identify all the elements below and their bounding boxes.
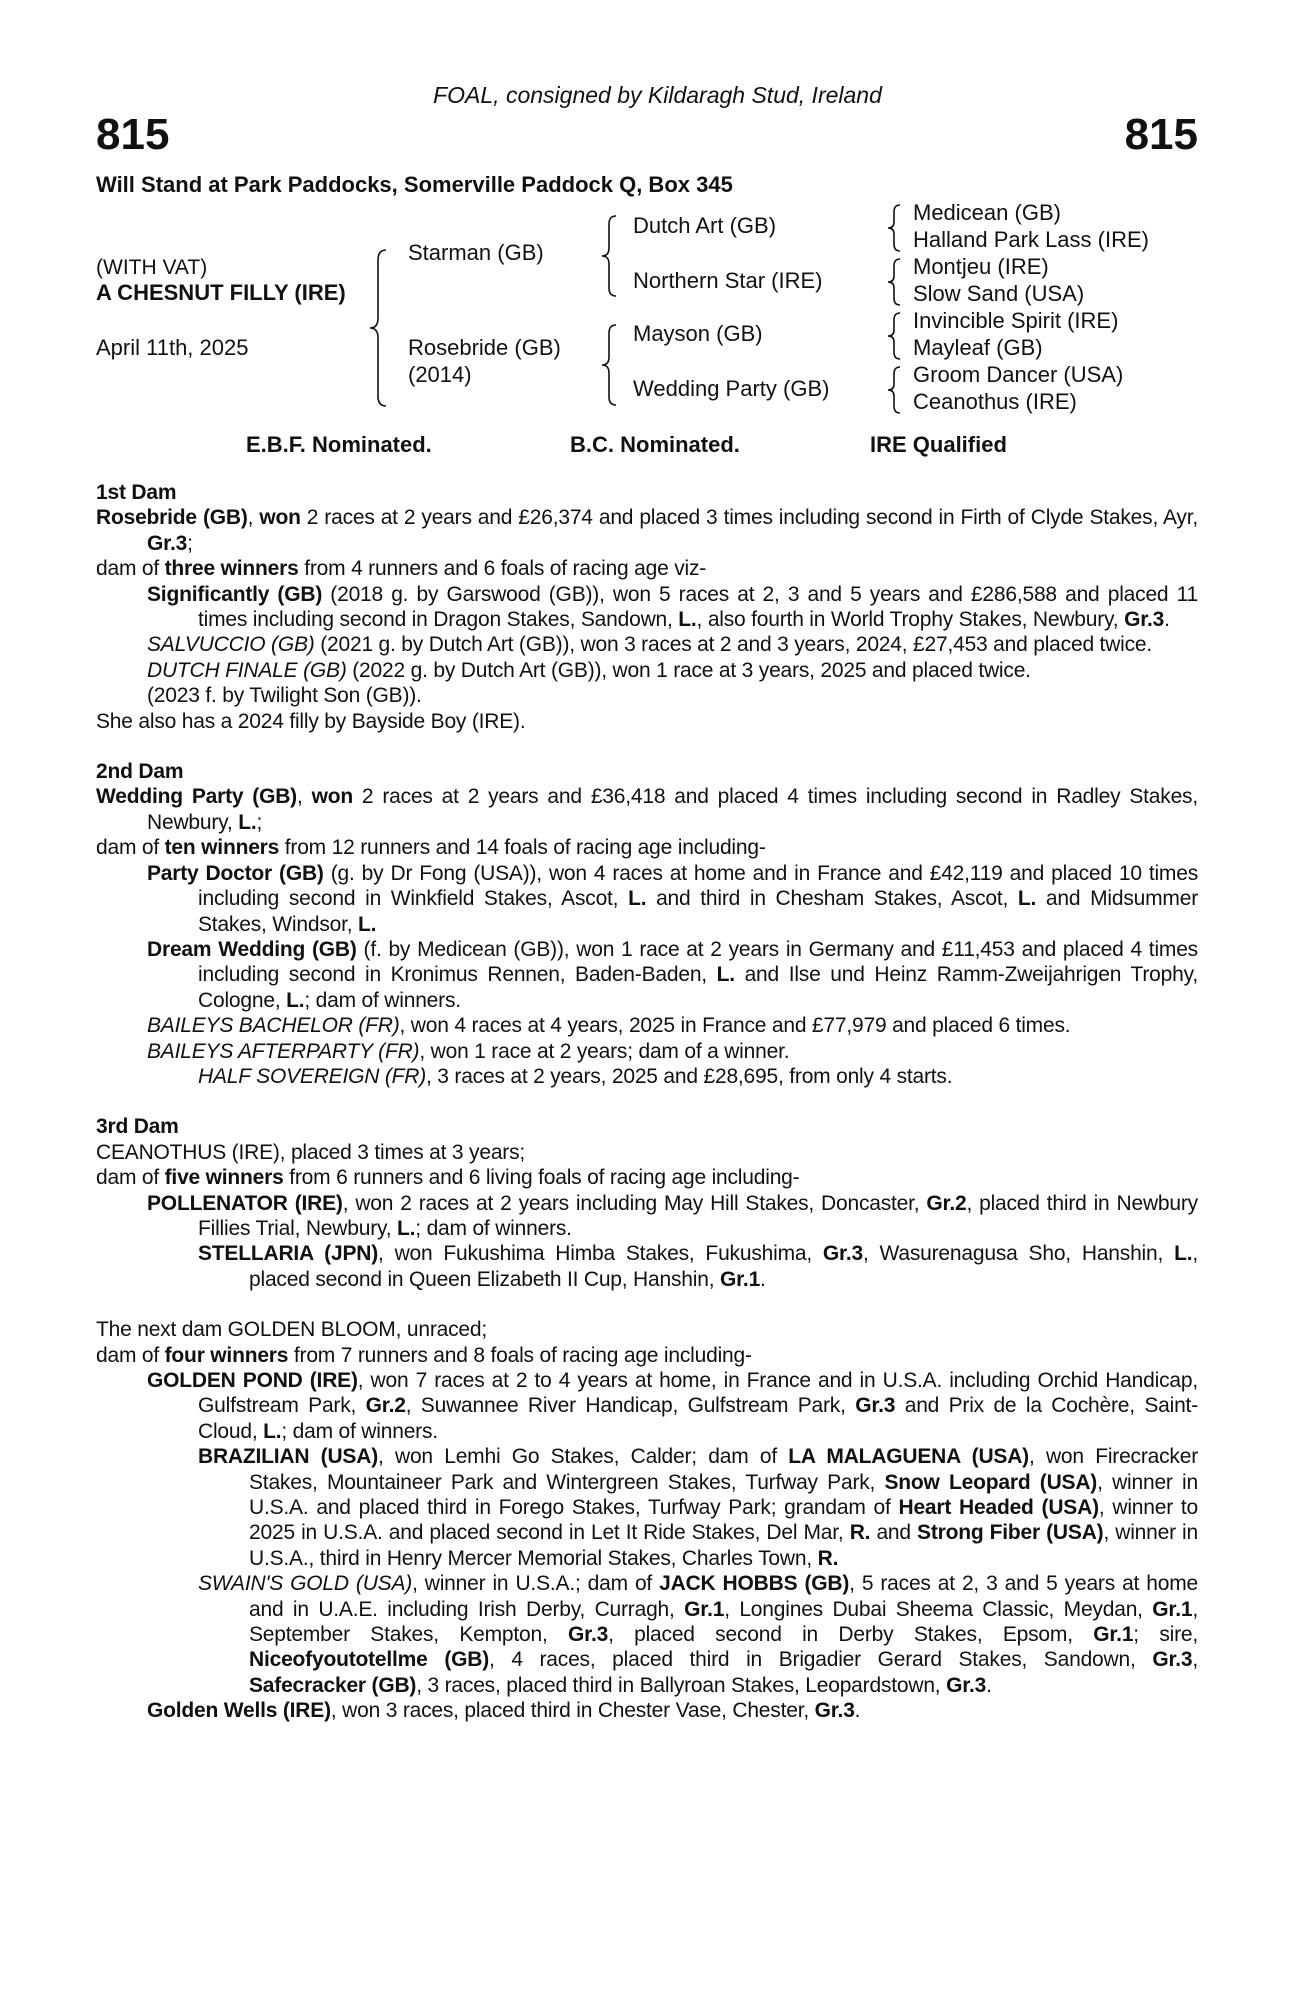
bold-text: Niceofyoutotellme (GB) — [249, 1648, 490, 1672]
brace-sire — [602, 216, 616, 296]
bold-text: Gr.3 — [568, 1623, 609, 1647]
bold-text: won — [259, 506, 301, 530]
text: (f. by Medicean (GB)), won 1 race at 2 years in Germany and £11,453 and placed 4 times including second in Kronimus Rennen, Baden-Baden, — [198, 937, 1198, 987]
foaling-date: April 11th, 2025 — [96, 335, 249, 360]
italic-text: BAILEYS AFTERPARTY (FR) — [147, 1039, 420, 1063]
bold-text: JACK HOBBS (GB) — [659, 1572, 850, 1596]
bold-text: Party Doctor (GB) — [147, 861, 324, 885]
text: , winner in U.S.A.; dam of — [412, 1572, 660, 1596]
stabling-location: Will Stand at Park Paddocks, Somerville Paddock Q, Box 345 — [96, 172, 733, 197]
bold-text: LA MALAGUENA (USA) — [788, 1445, 1029, 1469]
text: , winner in U.S.A. and placed third in Forego Stakes, Turfway Park; grandam of — [249, 1470, 1198, 1520]
vat-note: (WITH VAT) — [96, 256, 208, 279]
progeny-entry — [96, 1039, 1198, 1064]
bold-text: R. — [849, 1521, 871, 1545]
text: , won Fukushima Himba Stakes, Fukushima, — [378, 1242, 823, 1266]
text: dam of — [96, 1166, 165, 1190]
bold-text: Gr.2 — [926, 1191, 967, 1215]
text: ; dam of winners. — [304, 988, 461, 1012]
dam-paragraph — [96, 1140, 1198, 1165]
ancestor-6: Mayleaf (GB) — [913, 335, 1043, 360]
text: (2023 f. by Twilight Son (GB)). — [147, 684, 422, 708]
sire-dam: Northern Star (IRE) — [633, 268, 823, 293]
section-next-dam — [96, 1317, 1198, 1724]
text: dam of — [96, 557, 165, 581]
text: from 6 runners and 6 living foals of racing age including- — [283, 1166, 800, 1190]
progeny-entry — [96, 861, 1198, 937]
text: , placed second in Derby Stakes, Epsom, — [608, 1623, 1094, 1647]
brace-g2 — [888, 259, 900, 305]
bold-text: Dream Wedding (GB) — [147, 937, 357, 961]
section-heading: 2nd Dam — [96, 760, 184, 784]
text: , Wasurenagusa Sho, Hanshin, — [862, 1242, 1175, 1266]
text: (g. by Dr Fong (USA)), won 4 races at home and in France and £42,119 and placed 10 times including second in Winkfield Stakes, Ascot, — [198, 861, 1198, 911]
brace-generation-1 — [370, 250, 386, 406]
dam-paragraph — [96, 784, 1198, 835]
progeny-entry — [96, 683, 1198, 708]
text: ; sire, — [1133, 1623, 1198, 1647]
sire: Starman (GB) — [408, 240, 544, 265]
bold-text: L. — [397, 1216, 416, 1240]
progeny-entry — [96, 1064, 1198, 1089]
brace-g3 — [888, 313, 900, 359]
dam-paragraph — [96, 1317, 1198, 1342]
dam-dam: Wedding Party (GB) — [633, 376, 830, 401]
text: , won 7 races at 2 to 4 years at home, in France and in U.S.A. including Orchid Handicap, Gulfstream Park, — [198, 1369, 1198, 1418]
ebf-nomination: E.B.F. Nominated. — [246, 432, 432, 457]
text: , 5 races at 2, 3 and 5 years at home and in U.A.E. including Irish Derby, Curragh, — [249, 1572, 1198, 1621]
bold-text: Gr.3 — [855, 1394, 896, 1418]
text: . — [1164, 608, 1170, 632]
text: She also has a 2024 filly by Bayside Boy (IRE). — [96, 709, 526, 733]
bold-text: Gr.2 — [365, 1394, 406, 1418]
bold-text: R. — [817, 1546, 839, 1570]
progeny-entry — [96, 1444, 1198, 1571]
bold-text: Gr.1 — [719, 1267, 761, 1291]
text: , Longines Dubai Sheema Classic, Meydan, — [724, 1597, 1153, 1621]
text: , — [247, 506, 260, 530]
produce-record — [96, 480, 1198, 1749]
text: . — [760, 1267, 766, 1291]
bold-text: L. — [1017, 887, 1037, 911]
bold-text: L. — [286, 988, 305, 1012]
brace-g4 — [888, 367, 900, 413]
brace-dam — [602, 325, 616, 405]
bold-text: Rosebride (GB) — [96, 506, 248, 530]
horse-name: A CHESNUT FILLY (IRE) — [96, 280, 346, 305]
bold-text: Gr.1 — [1152, 1597, 1193, 1621]
bold-text: L. — [263, 1419, 282, 1443]
bold-text: Gr.3 — [147, 531, 188, 555]
progeny-entry — [96, 1013, 1198, 1038]
text: , winner to 2025 in U.S.A. and placed second in Let It Ride Stakes, Del Mar, — [249, 1496, 1198, 1545]
bold-text: three winners — [164, 557, 299, 581]
text: and third in Chesham Stakes, Ascot, — [646, 887, 1018, 911]
ancestor-3: Montjeu (IRE) — [913, 254, 1049, 279]
dam-year: (2014) — [408, 362, 472, 387]
text: 2 races at 2 years and £36,418 and placed 4 times including second in Radley Stakes, Newbury, — [147, 785, 1198, 834]
ire-qualified: IRE Qualified — [870, 432, 1007, 457]
section-heading: 3rd Dam — [96, 1115, 179, 1139]
text: , placed third in Newbury Fillies Trial, Newbury, — [198, 1191, 1198, 1240]
bold-text: Gr.3 — [822, 1242, 863, 1266]
text: and — [870, 1521, 918, 1545]
dam-paragraph — [96, 835, 1198, 860]
dam-paragraph — [96, 556, 1198, 581]
dam-paragraph — [96, 1165, 1198, 1190]
italic-text: DUTCH FINALE (GB) — [147, 658, 347, 682]
text: , 3 races, placed third in Ballyroan Stakes, Leopardstown, — [416, 1673, 947, 1697]
text: and Midsummer Stakes, Windsor, — [198, 887, 1198, 936]
bold-text: L. — [1174, 1242, 1193, 1266]
bold-text: Gr.1 — [684, 1597, 725, 1621]
bold-text: Wedding Party (GB) — [96, 785, 297, 809]
dam-sire: Mayson (GB) — [633, 321, 763, 346]
bold-text: ten winners — [164, 836, 280, 860]
bold-text: four winners — [164, 1343, 289, 1367]
italic-text: SWAIN'S GOLD (USA) — [198, 1572, 413, 1596]
section-3rd-dam — [96, 1114, 1198, 1292]
ancestor-5: Invincible Spirit (IRE) — [913, 308, 1119, 333]
text: , — [296, 785, 312, 809]
bold-text: Gr.3 — [1152, 1648, 1193, 1672]
text: , September Stakes, Kempton, — [249, 1597, 1198, 1647]
text: , placed second in Queen Elizabeth II Cup, Hanshin, — [249, 1242, 1198, 1291]
bold-text: Significantly (GB) — [147, 582, 323, 606]
text: 2 races at 2 years and £26,374 and placed 3 times including second in Firth of Clyde Stakes, Ayr, — [300, 506, 1198, 530]
text: The next dam GOLDEN BLOOM, unraced; — [96, 1318, 487, 1342]
progeny-entry — [96, 1368, 1198, 1444]
text: , 4 races, placed third in Brigadier Gerard Stakes, Sandown, — [489, 1648, 1153, 1672]
dam-paragraph — [96, 505, 1198, 556]
bold-text: Gr.1 — [1093, 1623, 1134, 1647]
text: , also fourth in World Trophy Stakes, Newbury, — [696, 608, 1125, 632]
bold-text: L. — [238, 810, 257, 834]
lot-number-right: 815 — [1124, 110, 1198, 159]
text: (2021 g. by Dutch Art (GB)), won 3 races at 2 and 3 years, 2024, £27,453 and placed twice. — [314, 633, 1153, 657]
text: from 4 runners and 6 foals of racing age viz- — [298, 557, 707, 581]
ancestor-2: Halland Park Lass (IRE) — [913, 227, 1149, 252]
progeny-entry — [96, 937, 1198, 1013]
text: , won Firecracker Stakes, Mountaineer Park and Wintergreen Stakes, Turfway Park, — [249, 1445, 1199, 1494]
text: ; dam of winners. — [281, 1419, 438, 1443]
bold-text: L. — [358, 912, 377, 936]
dam: Rosebride (GB) — [408, 335, 561, 360]
bold-text: POLLENATOR (IRE) — [147, 1191, 343, 1215]
progeny-entry — [96, 1571, 1198, 1698]
bold-text: Golden Wells (IRE) — [147, 1699, 331, 1723]
text: dam of — [96, 1343, 165, 1367]
italic-text: HALF SOVEREIGN (FR) — [198, 1064, 427, 1088]
text: , won 1 race at 2 years; dam of a winner. — [419, 1039, 790, 1063]
text: ; — [256, 810, 263, 834]
italic-text: SALVUCCIO (GB) — [147, 633, 315, 657]
bc-nomination: B.C. Nominated. — [570, 432, 740, 457]
dam-paragraph — [96, 709, 1198, 734]
ancestor-4: Slow Sand (USA) — [913, 281, 1085, 306]
text: , won 2 races at 2 years including May Hill Stakes, Doncaster, — [342, 1191, 927, 1215]
lot-number-left: 815 — [96, 110, 170, 159]
text: ; dam of winners. — [415, 1216, 572, 1240]
bold-text: Strong Fiber (USA) — [917, 1521, 1104, 1545]
bold-text: L. — [716, 963, 735, 987]
progeny-entry — [96, 582, 1198, 633]
text: , — [1192, 1648, 1199, 1672]
bold-text: five winners — [164, 1166, 284, 1190]
text: , Suwannee River Handicap, Gulfstream Park, — [405, 1394, 856, 1418]
bold-text: L. — [628, 887, 647, 911]
progeny-entry — [96, 632, 1198, 657]
text: CEANOTHUS (IRE), placed 3 times at 3 years; — [96, 1140, 526, 1164]
bold-text: Gr.3 — [814, 1699, 855, 1723]
bold-text: Gr.3 — [946, 1673, 987, 1697]
text: from 12 runners and 14 foals of racing age including- — [279, 836, 766, 860]
text: and Ilse und Heinz Ramm-Zweijahrigen Trophy, Cologne, — [198, 963, 1198, 1012]
bold-text: STELLARIA (JPN) — [198, 1242, 379, 1266]
section-heading: 1st Dam — [96, 481, 177, 504]
bold-text: Safecracker (GB) — [249, 1673, 417, 1697]
text: , 3 races at 2 years, 2025 and £28,695, from only 4 starts. — [426, 1064, 953, 1088]
progeny-entry — [96, 1241, 1198, 1292]
ancestor-8: Ceanothus (IRE) — [913, 389, 1077, 414]
text: . — [986, 1673, 992, 1697]
text: (2022 g. by Dutch Art (GB)), won 1 race at 3 years, 2025 and placed twice. — [346, 658, 1031, 682]
text: , won 3 races, placed third in Chester Vase, Chester, — [330, 1699, 815, 1723]
section-1st-dam — [96, 480, 1198, 734]
bold-text: won — [311, 785, 353, 809]
bold-text: Heart Headed (USA) — [898, 1496, 1099, 1520]
text: and Prix de la Cochère, Saint-Cloud, — [198, 1394, 1198, 1443]
sire-sire: Dutch Art (GB) — [633, 213, 777, 238]
italic-text: BAILEYS BACHELOR (FR) — [147, 1014, 400, 1038]
progeny-entry — [96, 658, 1198, 683]
dam-paragraph — [96, 1343, 1198, 1368]
bold-text: Snow Leopard (USA) — [884, 1470, 1098, 1494]
bold-text: BRAZILIAN (USA) — [198, 1445, 379, 1469]
text: from 7 runners and 8 foals of racing age including- — [288, 1343, 752, 1367]
text: (2018 g. by Garswood (GB)), won 5 races at 2, 3 and 5 years and £286,588 and placed 11 times including second in Dragon Stakes, Sandown, — [198, 582, 1198, 632]
text: , winner in U.S.A., third in Henry Mercer Memorial Stakes, Charles Town, — [249, 1521, 1198, 1570]
bold-text: L. — [678, 608, 697, 632]
brace-g1 — [888, 205, 900, 251]
progeny-entry — [96, 1698, 1198, 1723]
ancestor-7: Groom Dancer (USA) — [913, 362, 1124, 387]
bold-text: Gr.3 — [1124, 608, 1165, 632]
text: dam of — [96, 836, 165, 860]
text: , won 4 races at 4 years, 2025 in France and £77,979 and placed 6 times. — [399, 1014, 1071, 1038]
section-2nd-dam — [96, 759, 1198, 1089]
text: ; — [187, 531, 193, 555]
text: , won Lemhi Go Stakes, Calder; dam of — [378, 1445, 789, 1469]
bold-text: GOLDEN POND (IRE) — [147, 1369, 358, 1392]
progeny-entry — [96, 1191, 1198, 1242]
text: . — [854, 1699, 861, 1723]
ancestor-1: Medicean (GB) — [913, 200, 1061, 225]
consignment-line: FOAL, consigned by Kildaragh Stud, Ireland — [433, 82, 882, 108]
